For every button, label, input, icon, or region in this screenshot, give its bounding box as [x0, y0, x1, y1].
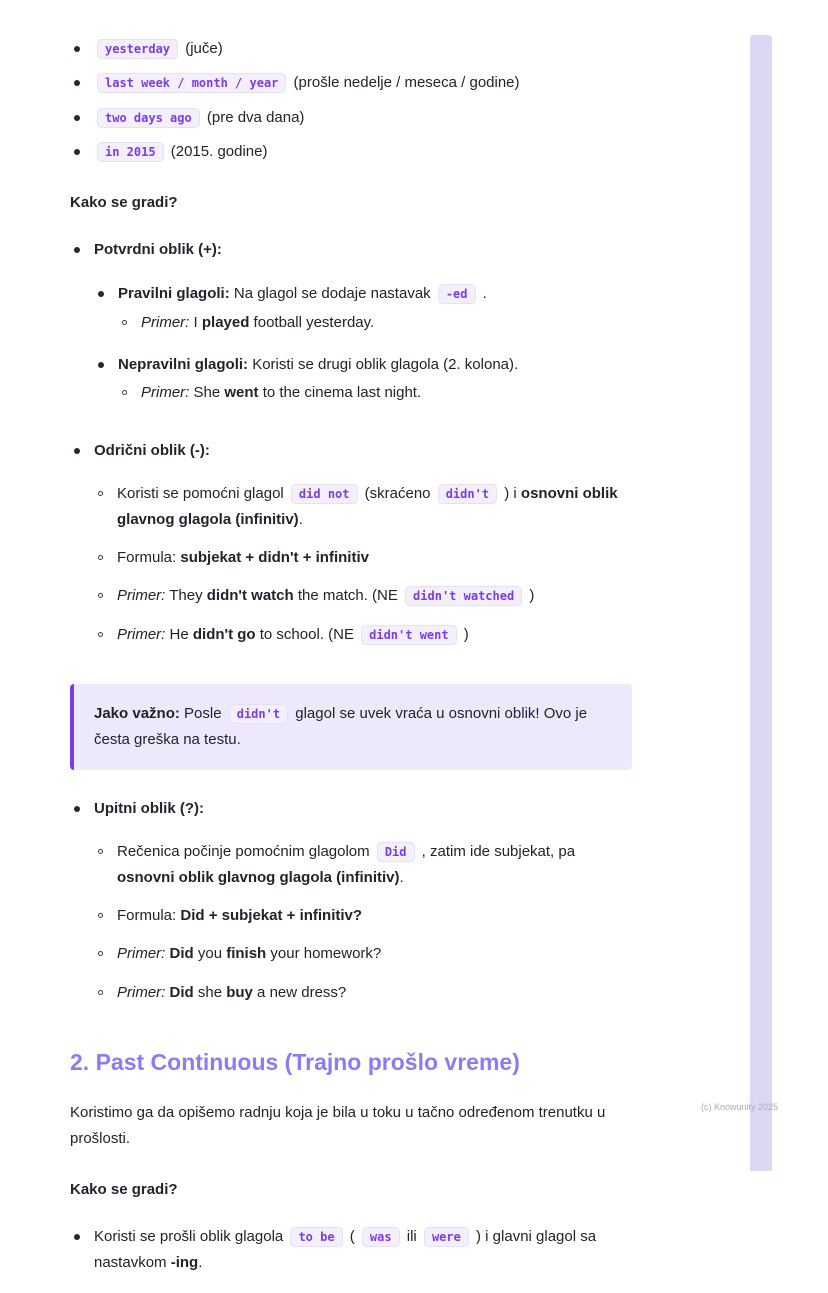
text-segment: (pre dva dana)	[202, 108, 305, 126]
bullet-circle-icon	[98, 913, 103, 918]
list-item-text	[141, 380, 632, 406]
text-segment: (prošle nedelje / meseca / godine)	[289, 74, 520, 92]
text-segment: osnovni oblik glavnog glagola (infinitiv)	[117, 868, 400, 886]
list-item	[70, 70, 632, 96]
text-segment: Rečenica počinje pomoćnim glagolom	[117, 842, 374, 860]
text-segment: Pravilni glagoli:	[118, 285, 230, 303]
list-item-text	[117, 545, 632, 571]
list-item	[70, 1224, 632, 1277]
text-segment: football yesterday.	[249, 313, 375, 331]
scrollbar-track[interactable]	[750, 35, 772, 1171]
list-item-text	[94, 1224, 632, 1277]
list-item	[94, 352, 632, 407]
text-segment: she	[193, 983, 227, 1001]
forms-list	[70, 237, 632, 660]
time-markers-list	[70, 36, 632, 165]
list-item-text	[117, 941, 632, 967]
text-segment: (2015. godine)	[166, 142, 268, 160]
bullet-circle-icon	[122, 390, 127, 395]
list-item-text	[118, 352, 632, 378]
text-segment: Primer:	[141, 384, 190, 401]
text-segment: didn't	[438, 484, 497, 504]
text-segment: Did	[377, 842, 415, 862]
text-segment: Primer:	[117, 587, 166, 605]
bullet-icon	[74, 806, 80, 812]
list-item	[94, 941, 632, 967]
section-intro-paragraph: Koristimo ga da opišemo radnju koja je bila u toku u tačno određenom trenutku u prošlosti.	[70, 1103, 606, 1147]
text-segment: glagol se uvek vraća u osnovni oblik! Ovo je česta greška na testu.	[94, 704, 588, 748]
example-sublist	[118, 380, 632, 406]
bullet-circle-icon	[98, 990, 103, 995]
text-segment: in 2015	[97, 142, 164, 162]
text-segment: Koristi se pomoćni glagol	[117, 484, 288, 502]
text-segment: )	[459, 625, 469, 643]
list-item-potvrdni	[70, 237, 632, 422]
list-item	[94, 545, 632, 571]
text-segment: -ed	[438, 284, 476, 304]
list-item-text	[117, 583, 632, 609]
bullet-circle-icon	[98, 632, 103, 637]
list-item	[94, 583, 632, 609]
important-note-callout	[70, 684, 632, 771]
forms-list-continued	[70, 796, 632, 1018]
watermark: (c) Knowunity 2025	[700, 1102, 778, 1112]
potvrdni-sublist	[94, 281, 632, 406]
text-segment: ) i glavni glagol sa nastavkom	[94, 1228, 597, 1272]
text-segment: -ing	[170, 1254, 199, 1272]
example-sublist	[118, 310, 632, 336]
text-segment: Jako važno:	[94, 704, 180, 722]
text-segment: two days ago	[97, 108, 200, 128]
text-segment: Nepravilni glagoli:	[118, 355, 249, 373]
text-segment: went	[224, 384, 259, 401]
list-item	[94, 839, 632, 892]
list-item	[94, 281, 632, 336]
list-item	[118, 380, 632, 406]
list-item-text	[94, 438, 632, 464]
text-segment: Primer:	[117, 983, 166, 1001]
text-segment: Koristi se drugi oblik glagola (2. kolona).	[248, 355, 519, 373]
list-item	[94, 481, 632, 534]
bullet-icon	[74, 247, 80, 253]
text-segment: )	[525, 587, 535, 605]
list-item-text	[117, 622, 632, 648]
text-segment: a new dress?	[252, 983, 347, 1001]
text-segment: didn't go	[192, 625, 256, 643]
text-segment: (	[345, 1228, 359, 1246]
list-item-text	[94, 36, 632, 62]
list-item	[70, 139, 632, 165]
text-segment: ) i	[500, 484, 521, 502]
odricni-sublist	[94, 481, 632, 648]
text-segment: Odrični oblik (-):	[94, 442, 210, 460]
text-segment: Upitni oblik (?):	[94, 800, 204, 818]
bullet-circle-icon	[98, 951, 103, 956]
text-segment: last week / month / year	[97, 73, 286, 93]
bullet-icon	[98, 291, 104, 297]
list-item-upitni	[70, 796, 632, 1018]
bullet-icon	[74, 1234, 80, 1240]
section-question-heading: Kako se gradi?	[70, 194, 178, 211]
text-segment: Did	[169, 983, 194, 1001]
text-segment: Primer:	[117, 945, 166, 963]
text-segment: Potvrdni oblik (+):	[94, 241, 222, 258]
text-segment: finish	[226, 945, 267, 963]
text-segment: Formula:	[117, 549, 181, 566]
list-item	[94, 980, 632, 1006]
text-segment: They	[165, 587, 207, 605]
bullet-icon	[74, 46, 80, 52]
section-question-heading: Kako se gradi?	[70, 1181, 178, 1199]
section-heading-past-continuous: 2. Past Continuous (Trajno prošlo vreme)	[70, 1048, 520, 1075]
text-segment: was	[362, 1227, 400, 1247]
list-item	[94, 903, 632, 929]
text-segment: , zatim ide subjekat, pa	[417, 842, 576, 860]
text-segment: Did + subjekat + infinitiv?	[180, 907, 363, 924]
text-segment: He	[165, 625, 193, 643]
text-segment: Did	[169, 945, 194, 963]
content-area	[70, 36, 632, 1293]
list-item	[70, 36, 632, 62]
upitni-sublist	[94, 839, 632, 1006]
list-item-text	[141, 310, 632, 336]
text-segment: didn't watched	[405, 586, 522, 606]
text-segment: to the cinema last night.	[258, 384, 422, 401]
text-segment: Posle	[179, 704, 226, 722]
text-segment: didn't watch	[206, 587, 294, 605]
text-segment: didn't	[229, 704, 288, 724]
text-segment: Na glagol se dodaje nastavak	[229, 285, 435, 303]
text-segment: to school. (NE	[255, 625, 359, 643]
text-segment: subjekat + didn't + infinitiv	[180, 549, 369, 566]
list-item-text	[117, 481, 632, 534]
text-segment: She	[189, 384, 225, 401]
text-segment: played	[201, 313, 250, 331]
list-item-text	[94, 70, 632, 96]
text-segment: yesterday	[97, 39, 178, 59]
list-item-text	[94, 139, 632, 165]
list-item-text	[94, 796, 632, 822]
text-segment: were	[424, 1227, 469, 1247]
bullet-icon	[74, 115, 80, 121]
text-segment: .	[198, 1254, 203, 1272]
text-segment: you	[193, 945, 227, 963]
tobe-list	[70, 1224, 632, 1277]
list-item	[118, 310, 632, 336]
list-item-text	[94, 105, 632, 131]
list-item-text	[118, 281, 632, 307]
text-segment: ili	[402, 1228, 421, 1246]
bullet-circle-icon	[122, 320, 127, 325]
bullet-circle-icon	[98, 849, 103, 854]
text-segment: the match. (NE	[293, 587, 403, 605]
text-segment: osnovni oblik glavnog glagola (infinitiv)	[117, 484, 618, 528]
bullet-icon	[74, 80, 80, 86]
list-item-text	[94, 237, 632, 263]
text-segment: to be	[290, 1227, 342, 1247]
bullet-circle-icon	[98, 491, 103, 496]
bullet-icon	[98, 362, 104, 368]
text-segment: .	[399, 868, 404, 886]
text-segment: buy	[226, 983, 253, 1001]
text-segment: your homework?	[266, 945, 382, 963]
bullet-circle-icon	[98, 593, 103, 598]
list-item	[70, 105, 632, 131]
text-segment: Primer:	[117, 625, 166, 643]
bullet-icon	[74, 448, 80, 454]
list-item-odricni	[70, 438, 632, 660]
list-item-text	[117, 980, 632, 1006]
text-segment: .	[298, 510, 303, 528]
text-segment: did not	[291, 484, 358, 504]
text-segment: (skraćeno	[360, 484, 435, 502]
text-segment: didn't went	[361, 625, 456, 645]
bullet-icon	[74, 149, 80, 155]
text-segment: Formula:	[117, 907, 181, 924]
list-item	[94, 622, 632, 648]
list-item-text	[117, 839, 632, 892]
text-segment: (juče)	[181, 40, 223, 57]
bullet-circle-icon	[98, 555, 103, 560]
text-segment: Koristi se prošli oblik glagola	[94, 1228, 288, 1246]
text-segment: Primer:	[141, 313, 190, 331]
text-segment: I	[189, 313, 202, 331]
text-segment: .	[478, 285, 487, 303]
list-item-text	[117, 903, 632, 929]
